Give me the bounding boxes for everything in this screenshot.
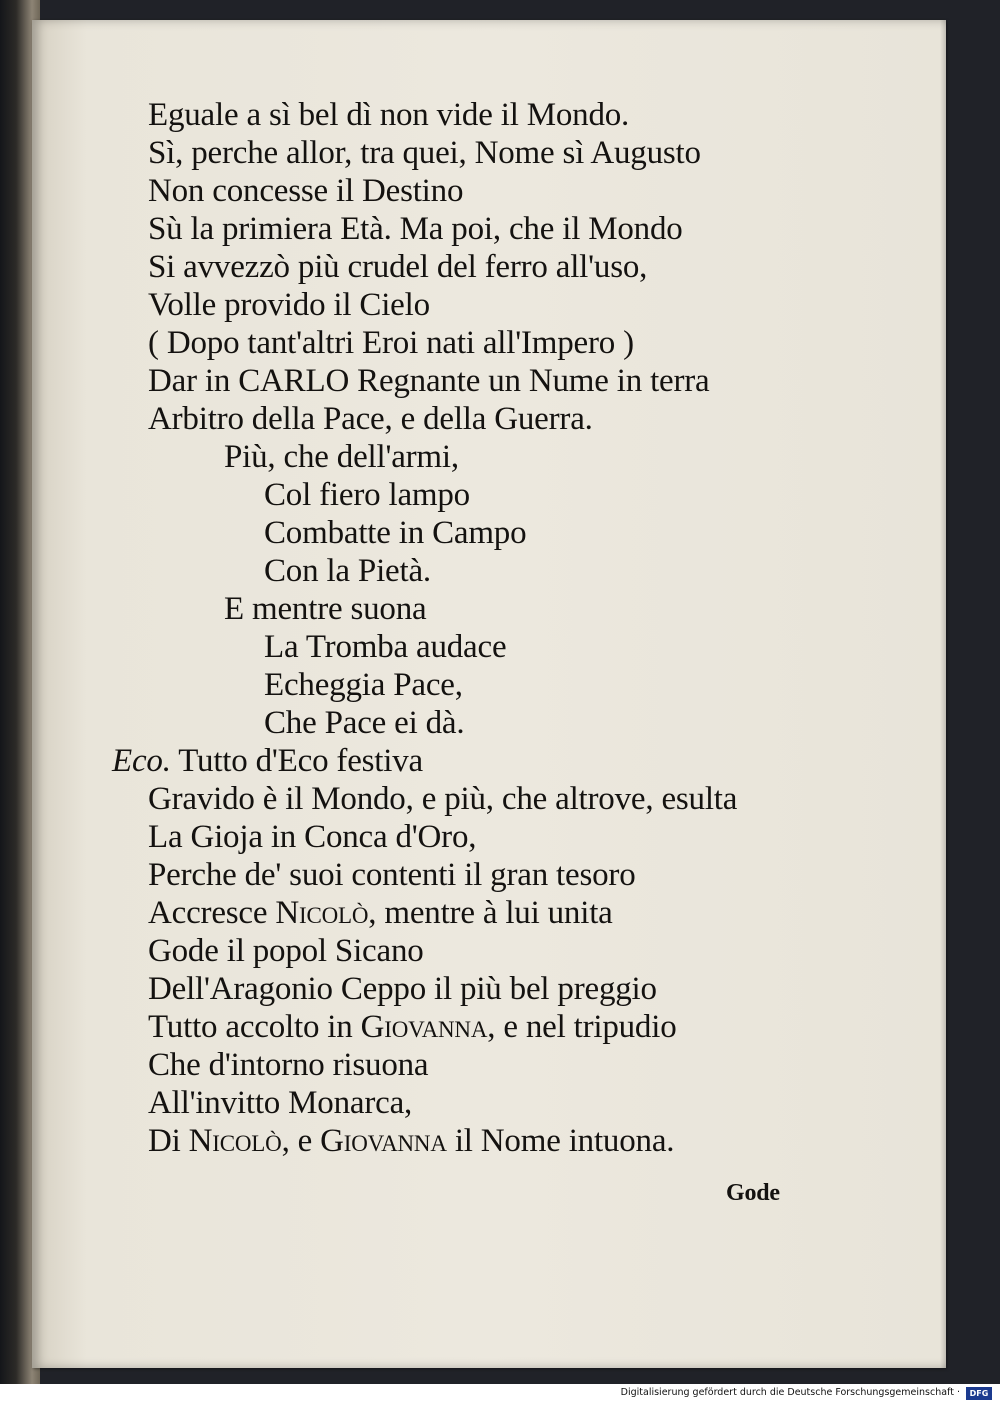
poem-line: Gravido è il Mondo, e più, che altrove, esulta xyxy=(148,781,738,817)
poem-text: , e xyxy=(281,1123,321,1159)
poem-line: Si avvezzò più crudel del ferro all'uso, xyxy=(148,249,648,285)
poem-line: Volle provido il Cielo xyxy=(148,287,430,323)
poem-line: Echeggia Pace, xyxy=(264,667,463,703)
poem-line: ( Dopo tant'altri Eroi nati all'Impero ) xyxy=(148,325,634,361)
name-nicolo: Nicolò xyxy=(275,895,369,931)
poem-line xyxy=(112,742,423,780)
poem-line xyxy=(148,1008,677,1046)
poem-line: Gode il popol Sicano xyxy=(148,933,424,969)
book-page xyxy=(32,20,946,1368)
poem-line: Più, che dell'armi, xyxy=(224,439,459,475)
poem-line: Perche de' suoi contenti il gran tesoro xyxy=(148,857,636,893)
name-giovanna: Giovanna xyxy=(360,1009,488,1045)
poem-line: Che Pace ei dà. xyxy=(264,705,465,741)
poem-text: il Nome intuona. xyxy=(446,1123,675,1159)
poem-line xyxy=(148,894,613,932)
page-text xyxy=(32,20,946,1368)
catchword: Gode xyxy=(726,1180,780,1206)
poem-text: , mentre à lui unita xyxy=(368,895,613,931)
funding-credit: Digitalisierung gefördert durch die Deutsche Forschungsgemeinschaft · xyxy=(620,1387,960,1398)
poem-line: La Gioja in Conca d'Oro, xyxy=(148,819,477,855)
digitization-footer xyxy=(0,1384,1000,1404)
poem-text: , e nel tripudio xyxy=(487,1009,677,1045)
poem-line: Non concesse il Destino xyxy=(148,173,464,209)
poem-line: La Tromba audace xyxy=(264,629,507,665)
poem-line: Dell'Aragonio Ceppo il più bel preggio xyxy=(148,971,657,1007)
poem-line: Con la Pietà. xyxy=(264,553,431,589)
poem-line: Dar in CARLO Regnante un Nume in terra xyxy=(148,363,710,399)
poem-line: Arbitro della Pace, e della Guerra. xyxy=(148,401,593,437)
poem-line: Eguale a sì bel dì non vide il Mondo. xyxy=(148,97,630,133)
poem-text: Di xyxy=(148,1123,189,1159)
poem-line: Combatte in Campo xyxy=(264,515,527,551)
poem-line: Col fiero lampo xyxy=(264,477,470,513)
poem-line xyxy=(148,1122,674,1160)
poem-line: Sì, perche allor, tra quei, Nome sì Augusto xyxy=(148,135,701,171)
name-nicolo: Nicolò xyxy=(188,1123,282,1159)
name-giovanna: Giovanna xyxy=(320,1123,447,1159)
poem-text: Accresce xyxy=(148,895,276,931)
poem-line: Sù la primiera Età. Ma poi, che il Mondo xyxy=(148,211,683,247)
poem-text: Tutto accolto in xyxy=(148,1009,361,1045)
poem-line: Che d'intorno risuona xyxy=(148,1047,429,1083)
poem-line: E mentre suona xyxy=(224,591,427,627)
speaker-label: Eco. xyxy=(112,743,171,779)
poem-line: All'invitto Monarca, xyxy=(148,1085,413,1121)
dfg-logo-icon: DFG xyxy=(966,1387,992,1400)
poem-line-text: Tutto d'Eco festiva xyxy=(178,743,423,779)
